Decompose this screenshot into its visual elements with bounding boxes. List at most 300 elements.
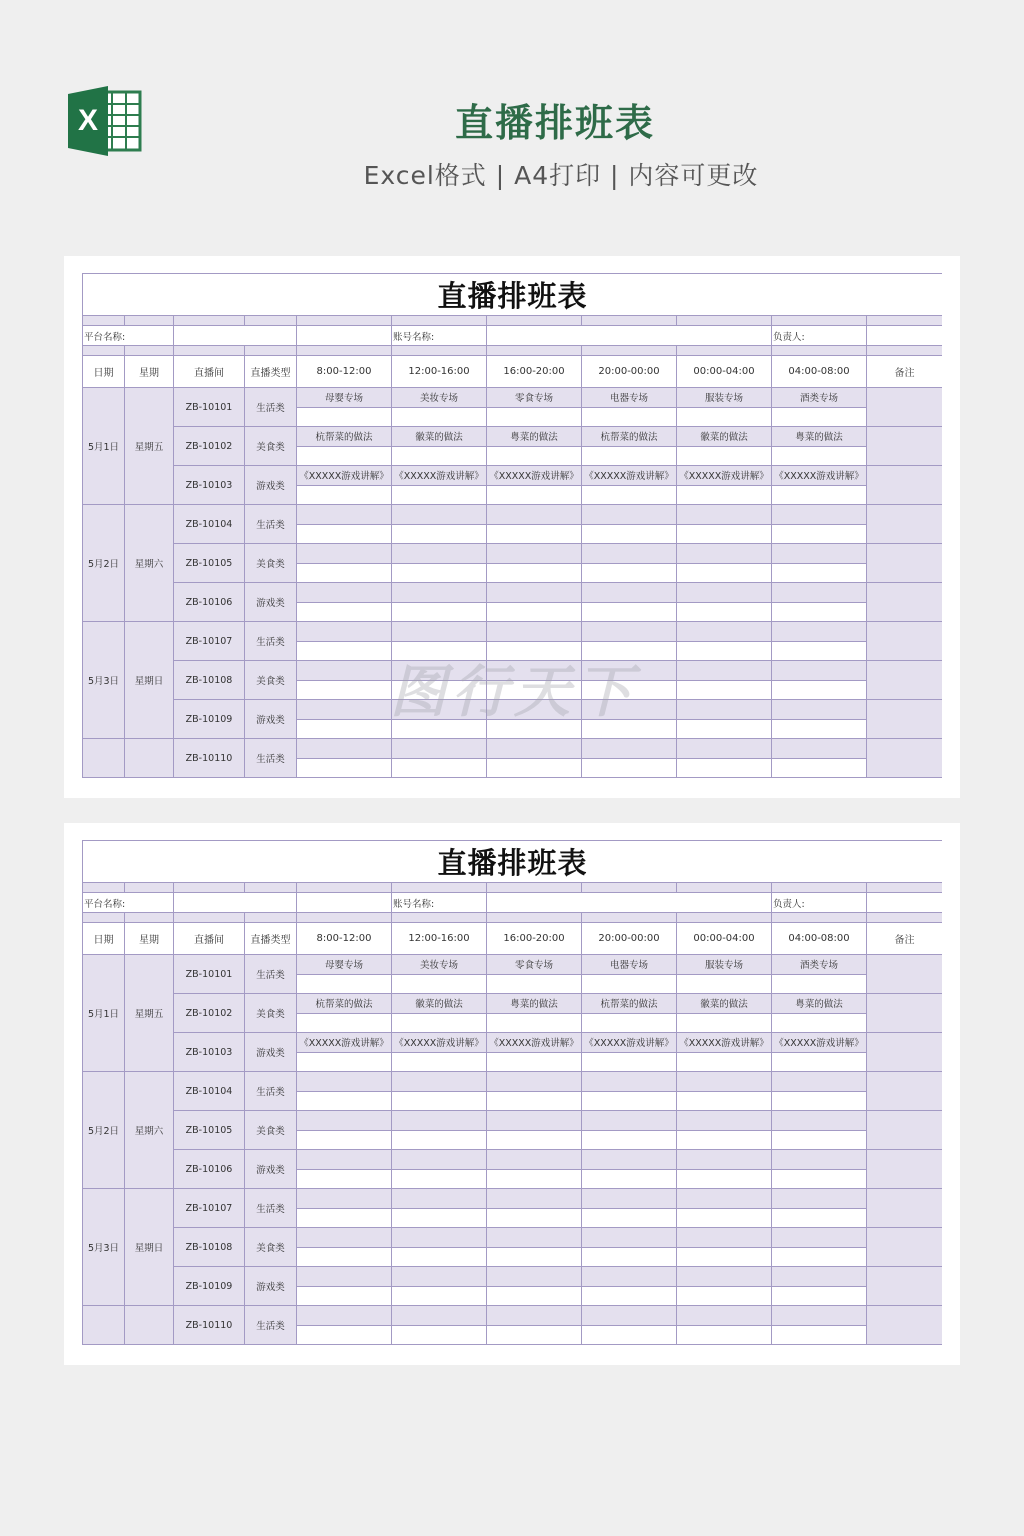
slot-cell[interactable] (297, 1208, 392, 1228)
slot-cell[interactable]: 母婴专场 (297, 955, 392, 975)
slot-cell[interactable] (487, 641, 582, 661)
remark-cell[interactable] (867, 466, 943, 505)
slot-cell[interactable] (392, 524, 487, 544)
owner-input[interactable] (867, 326, 943, 346)
slot-cell[interactable] (392, 1208, 487, 1228)
table-row (83, 1228, 943, 1248)
column-header: 12:00-16:00 (392, 356, 487, 388)
slot-cell[interactable] (392, 583, 487, 603)
remark-cell[interactable] (867, 505, 943, 544)
slot-cell[interactable] (297, 446, 392, 466)
slot-cell[interactable] (772, 1306, 867, 1326)
room-type-cell: 生活类 (245, 1072, 297, 1111)
slot-cell[interactable]: 电器专场 (582, 955, 677, 975)
slot-cell[interactable] (677, 680, 772, 700)
slot-cell[interactable] (772, 622, 867, 642)
slot-cell[interactable] (772, 739, 867, 759)
slot-cell[interactable]: 杭帮菜的做法 (297, 427, 392, 447)
remark-cell[interactable] (867, 1189, 943, 1228)
slot-cell[interactable]: 粤菜的做法 (772, 994, 867, 1014)
slot-cell[interactable] (487, 1325, 582, 1345)
slot-cell[interactable] (677, 641, 772, 661)
slot-cell[interactable] (487, 1189, 582, 1209)
slot-cell[interactable] (297, 680, 392, 700)
room-type-cell: 生活类 (245, 622, 297, 661)
slot-cell[interactable] (677, 1169, 772, 1189)
slot-cell[interactable] (392, 1150, 487, 1170)
platform-input[interactable] (174, 326, 297, 346)
room-type-cell: 游戏类 (245, 1267, 297, 1306)
slot-cell[interactable] (582, 524, 677, 544)
slot-cell[interactable] (487, 1052, 582, 1072)
slot-cell[interactable] (772, 1130, 867, 1150)
slot-cell[interactable] (772, 1208, 867, 1228)
slot-cell[interactable] (297, 407, 392, 427)
slot-cell[interactable]: 《XXXXX游戏讲解》 (677, 466, 772, 486)
slot-cell[interactable] (487, 1013, 582, 1033)
slot-cell[interactable]: 酒类专场 (772, 388, 867, 408)
slot-cell[interactable] (297, 485, 392, 505)
slot-cell[interactable] (297, 1306, 392, 1326)
slot-cell[interactable] (582, 1169, 677, 1189)
slot-cell[interactable] (297, 1189, 392, 1209)
slot-cell[interactable] (582, 1267, 677, 1287)
slot-cell[interactable] (297, 1325, 392, 1345)
slot-cell[interactable] (487, 1306, 582, 1326)
slot-cell[interactable]: 徽菜的做法 (392, 427, 487, 447)
table-row (83, 955, 943, 975)
slot-cell[interactable] (677, 563, 772, 583)
sheet-title: 直播排班表 (83, 274, 943, 316)
slot-cell[interactable] (487, 583, 582, 603)
slot-cell[interactable] (487, 602, 582, 622)
slot-cell[interactable]: 粤菜的做法 (772, 427, 867, 447)
slot-cell[interactable] (297, 524, 392, 544)
remark-cell[interactable] (867, 1306, 943, 1345)
slot-cell[interactable] (772, 446, 867, 466)
slot-cell[interactable] (487, 1091, 582, 1111)
slot-cell[interactable] (772, 563, 867, 583)
account-input[interactable] (487, 893, 772, 913)
remark-cell[interactable] (867, 1033, 943, 1072)
slot-cell[interactable] (772, 700, 867, 720)
slot-cell[interactable] (392, 719, 487, 739)
slot-cell[interactable] (582, 641, 677, 661)
slot-cell[interactable] (582, 544, 677, 564)
remark-cell[interactable] (867, 544, 943, 583)
slot-cell[interactable]: 《XXXXX游戏讲解》 (677, 1033, 772, 1053)
room-id-cell: ZB-10104 (174, 1072, 245, 1111)
slot-cell[interactable] (392, 1228, 487, 1248)
slot-cell[interactable] (487, 505, 582, 525)
slot-cell[interactable] (297, 1052, 392, 1072)
slot-cell[interactable] (582, 1111, 677, 1131)
slot-cell[interactable] (582, 1130, 677, 1150)
column-header: 直播类型 (245, 923, 297, 955)
slot-cell[interactable]: 《XXXXX游戏讲解》 (297, 1033, 392, 1053)
slot-cell[interactable] (772, 1286, 867, 1306)
slot-cell[interactable]: 粤菜的做法 (487, 994, 582, 1014)
slot-cell[interactable] (582, 1150, 677, 1170)
slot-cell[interactable] (582, 1052, 677, 1072)
slot-cell[interactable] (772, 1150, 867, 1170)
table-row (83, 466, 943, 486)
slot-cell[interactable] (297, 1072, 392, 1092)
slot-cell[interactable] (392, 1013, 487, 1033)
slot-cell[interactable] (297, 700, 392, 720)
slot-cell[interactable] (677, 1247, 772, 1267)
slot-cell[interactable] (392, 974, 487, 994)
slot-cell[interactable] (487, 1228, 582, 1248)
slot-cell[interactable]: 《XXXXX游戏讲解》 (487, 466, 582, 486)
slot-cell[interactable] (772, 1091, 867, 1111)
room-type-cell: 生活类 (245, 955, 297, 994)
slot-cell[interactable] (487, 974, 582, 994)
slot-cell[interactable] (487, 1267, 582, 1287)
slot-cell[interactable]: 徽菜的做法 (677, 427, 772, 447)
slot-cell[interactable] (677, 1052, 772, 1072)
slot-cell[interactable] (677, 544, 772, 564)
slot-cell[interactable] (487, 680, 582, 700)
slot-cell[interactable] (772, 680, 867, 700)
slot-cell[interactable] (487, 622, 582, 642)
slot-cell[interactable]: 《XXXXX游戏讲解》 (487, 1033, 582, 1053)
slot-cell[interactable] (392, 1130, 487, 1150)
slot-cell[interactable] (772, 583, 867, 603)
slot-cell[interactable] (392, 739, 487, 759)
slot-cell[interactable] (772, 1013, 867, 1033)
column-header: 00:00-04:00 (677, 923, 772, 955)
slot-cell[interactable] (392, 1072, 487, 1092)
slot-cell[interactable] (487, 700, 582, 720)
slot-cell[interactable] (297, 1150, 392, 1170)
slot-cell[interactable] (392, 1189, 487, 1209)
slot-cell[interactable] (677, 1111, 772, 1131)
slot-cell[interactable] (772, 1267, 867, 1287)
slot-cell[interactable] (582, 661, 677, 681)
slot-cell[interactable] (392, 622, 487, 642)
slot-cell[interactable] (487, 1150, 582, 1170)
room-id-cell: ZB-10108 (174, 1228, 245, 1267)
table-row (83, 427, 943, 447)
slot-cell[interactable] (772, 1169, 867, 1189)
slot-cell[interactable] (582, 739, 677, 759)
slot-cell[interactable] (677, 661, 772, 681)
slot-cell[interactable] (297, 622, 392, 642)
slot-cell[interactable] (772, 505, 867, 525)
slot-cell[interactable] (392, 1267, 487, 1287)
remark-cell[interactable] (867, 1150, 943, 1189)
slot-cell[interactable] (582, 1208, 677, 1228)
slot-cell[interactable] (677, 700, 772, 720)
slot-cell[interactable] (297, 544, 392, 564)
remark-cell[interactable] (867, 1228, 943, 1267)
room-type-cell: 生活类 (245, 1189, 297, 1228)
slot-cell[interactable] (487, 544, 582, 564)
slot-cell[interactable] (487, 524, 582, 544)
remark-cell[interactable] (867, 1072, 943, 1111)
slot-cell[interactable] (392, 1111, 487, 1131)
slot-cell[interactable] (487, 1111, 582, 1131)
slot-cell[interactable]: 《XXXXX游戏讲解》 (582, 1033, 677, 1053)
slot-cell[interactable] (582, 1091, 677, 1111)
slot-cell[interactable] (772, 1247, 867, 1267)
column-header: 备注 (867, 356, 943, 388)
platform-input[interactable] (174, 893, 297, 913)
slot-cell[interactable] (392, 602, 487, 622)
slot-cell[interactable] (677, 1130, 772, 1150)
slot-cell[interactable] (677, 1013, 772, 1033)
slot-cell[interactable] (297, 505, 392, 525)
slot-cell[interactable] (297, 719, 392, 739)
slot-cell[interactable] (487, 1072, 582, 1092)
slot-cell[interactable] (487, 1130, 582, 1150)
slot-cell[interactable] (772, 974, 867, 994)
slot-cell[interactable] (487, 485, 582, 505)
slot-cell[interactable]: 《XXXXX游戏讲解》 (392, 1033, 487, 1053)
slot-cell[interactable] (772, 485, 867, 505)
account-input[interactable] (487, 326, 772, 346)
slot-cell[interactable] (677, 505, 772, 525)
slot-cell[interactable] (582, 1013, 677, 1033)
slot-cell[interactable] (677, 739, 772, 759)
slot-cell[interactable] (392, 1286, 487, 1306)
remark-cell[interactable] (867, 955, 943, 994)
slot-cell[interactable] (677, 1189, 772, 1209)
slot-cell[interactable]: 酒类专场 (772, 955, 867, 975)
date-cell (83, 1306, 125, 1345)
slot-cell[interactable] (772, 1228, 867, 1248)
slot-cell[interactable] (677, 1208, 772, 1228)
slot-cell[interactable] (582, 719, 677, 739)
slot-cell[interactable] (772, 661, 867, 681)
slot-cell[interactable] (487, 563, 582, 583)
slot-cell[interactable] (582, 758, 677, 778)
slot-cell[interactable] (582, 485, 677, 505)
sheet-title: 直播排班表 (83, 841, 943, 883)
platform-input-extra[interactable] (297, 893, 392, 913)
slot-cell[interactable]: 杭帮菜的做法 (582, 427, 677, 447)
slot-cell[interactable]: 母婴专场 (297, 388, 392, 408)
slot-cell[interactable] (487, 1247, 582, 1267)
watermark: 图行天下 (390, 659, 638, 725)
slot-cell[interactable] (297, 1169, 392, 1189)
slot-cell[interactable] (487, 446, 582, 466)
slot-cell[interactable] (297, 1247, 392, 1267)
slot-cell[interactable]: 粤菜的做法 (487, 427, 582, 447)
table-row (83, 1150, 943, 1170)
slot-cell[interactable] (677, 485, 772, 505)
slot-cell[interactable] (677, 1150, 772, 1170)
date-cell: 5月1日 (83, 388, 125, 505)
slot-cell[interactable]: 《XXXXX游戏讲解》 (297, 466, 392, 486)
slot-cell[interactable] (582, 563, 677, 583)
slot-cell[interactable] (582, 1189, 677, 1209)
room-id-cell: ZB-10108 (174, 661, 245, 700)
table-row (83, 544, 943, 564)
slot-cell[interactable]: 徽菜的做法 (392, 994, 487, 1014)
slot-cell[interactable] (297, 602, 392, 622)
slot-cell[interactable] (297, 661, 392, 681)
slot-cell[interactable] (392, 1169, 487, 1189)
platform-input-extra[interactable] (297, 326, 392, 346)
room-id-cell: ZB-10101 (174, 955, 245, 994)
slot-cell[interactable] (487, 661, 582, 681)
slot-cell[interactable] (772, 758, 867, 778)
slot-cell[interactable] (392, 1325, 487, 1345)
slot-cell[interactable]: 《XXXXX游戏讲解》 (582, 466, 677, 486)
slot-cell[interactable]: 服装专场 (677, 388, 772, 408)
slot-cell[interactable] (487, 1286, 582, 1306)
slot-cell[interactable]: 《XXXXX游戏讲解》 (772, 1033, 867, 1053)
remark-cell[interactable] (867, 583, 943, 622)
slot-cell[interactable] (677, 602, 772, 622)
slot-cell[interactable] (297, 1111, 392, 1131)
remark-cell[interactable] (867, 994, 943, 1033)
slot-cell[interactable] (582, 1228, 677, 1248)
slot-cell[interactable] (772, 1325, 867, 1345)
room-type-cell: 美食类 (245, 544, 297, 583)
slot-cell[interactable] (582, 1247, 677, 1267)
slot-cell[interactable] (392, 661, 487, 681)
slot-cell[interactable] (582, 505, 677, 525)
slot-cell[interactable] (677, 1072, 772, 1092)
slot-cell[interactable] (677, 1091, 772, 1111)
slot-cell[interactable] (297, 563, 392, 583)
slot-cell[interactable] (677, 1306, 772, 1326)
slot-cell[interactable] (392, 641, 487, 661)
slot-cell[interactable] (677, 1267, 772, 1287)
slot-cell[interactable] (297, 1130, 392, 1150)
slot-cell[interactable] (392, 1247, 487, 1267)
slot-cell[interactable] (582, 407, 677, 427)
slot-cell[interactable]: 《XXXXX游戏讲解》 (772, 466, 867, 486)
slot-cell[interactable]: 零食专场 (487, 955, 582, 975)
slot-cell[interactable] (392, 680, 487, 700)
slot-cell[interactable]: 电器专场 (582, 388, 677, 408)
slot-cell[interactable] (772, 719, 867, 739)
column-header: 星期 (125, 356, 174, 388)
room-id-cell: ZB-10104 (174, 505, 245, 544)
remark-cell[interactable] (867, 427, 943, 466)
slot-cell[interactable] (297, 739, 392, 759)
date-cell: 5月3日 (83, 1189, 125, 1306)
slot-cell[interactable]: 杭帮菜的做法 (297, 994, 392, 1014)
slot-cell[interactable] (487, 1208, 582, 1228)
slot-cell[interactable] (392, 407, 487, 427)
slot-cell[interactable] (582, 446, 677, 466)
slot-cell[interactable] (677, 407, 772, 427)
slot-cell[interactable] (487, 758, 582, 778)
slot-cell[interactable] (677, 1286, 772, 1306)
slot-cell[interactable] (582, 1072, 677, 1092)
remark-cell[interactable] (867, 739, 943, 778)
slot-cell[interactable] (487, 1169, 582, 1189)
sheet-container (82, 840, 942, 1348)
remark-cell[interactable] (867, 622, 943, 661)
slot-cell[interactable] (297, 1286, 392, 1306)
remark-cell[interactable] (867, 1267, 943, 1306)
slot-cell[interactable] (582, 622, 677, 642)
slot-cell[interactable] (772, 1072, 867, 1092)
slot-cell[interactable] (772, 1189, 867, 1209)
remark-cell[interactable] (867, 700, 943, 739)
slot-cell[interactable] (677, 1228, 772, 1248)
slot-cell[interactable] (677, 446, 772, 466)
slot-cell[interactable] (297, 1013, 392, 1033)
account-label: 账号名称: (392, 893, 487, 913)
slot-cell[interactable] (392, 505, 487, 525)
slot-cell[interactable] (297, 583, 392, 603)
slot-cell[interactable] (297, 1091, 392, 1111)
slot-cell[interactable] (392, 544, 487, 564)
slot-cell[interactable] (487, 407, 582, 427)
room-type-cell: 美食类 (245, 427, 297, 466)
slot-cell[interactable]: 《XXXXX游戏讲解》 (392, 466, 487, 486)
slot-cell[interactable] (677, 758, 772, 778)
slot-cell[interactable] (582, 680, 677, 700)
slot-cell[interactable]: 徽菜的做法 (677, 994, 772, 1014)
slot-cell[interactable] (297, 1267, 392, 1287)
slot-cell[interactable]: 服装专场 (677, 955, 772, 975)
slot-cell[interactable] (392, 1052, 487, 1072)
slot-cell[interactable]: 美妆专场 (392, 388, 487, 408)
slot-cell[interactable] (582, 974, 677, 994)
remark-cell[interactable] (867, 388, 943, 427)
slot-cell[interactable] (582, 1286, 677, 1306)
slot-cell[interactable] (487, 719, 582, 739)
slot-cell[interactable] (677, 524, 772, 544)
slot-cell[interactable] (392, 485, 487, 505)
remark-cell[interactable] (867, 1111, 943, 1150)
slot-cell[interactable] (772, 524, 867, 544)
slot-cell[interactable] (772, 407, 867, 427)
slot-cell[interactable] (677, 583, 772, 603)
slot-cell[interactable] (297, 974, 392, 994)
slot-cell[interactable]: 杭帮菜的做法 (582, 994, 677, 1014)
slot-cell[interactable] (582, 583, 677, 603)
slot-cell[interactable] (677, 974, 772, 994)
slot-cell[interactable] (582, 602, 677, 622)
slot-cell[interactable] (392, 758, 487, 778)
slot-cell[interactable] (772, 602, 867, 622)
slot-cell[interactable] (297, 758, 392, 778)
remark-cell[interactable] (867, 661, 943, 700)
column-header: 8:00-12:00 (297, 923, 392, 955)
slot-cell[interactable] (677, 622, 772, 642)
slot-cell[interactable] (772, 544, 867, 564)
slot-cell[interactable]: 零食专场 (487, 388, 582, 408)
slot-cell[interactable] (772, 641, 867, 661)
slot-cell[interactable] (392, 563, 487, 583)
owner-input[interactable] (867, 893, 943, 913)
slot-cell[interactable] (677, 1325, 772, 1345)
slot-cell[interactable] (582, 1306, 677, 1326)
slot-cell[interactable] (392, 446, 487, 466)
slot-cell[interactable] (392, 700, 487, 720)
slot-cell[interactable] (772, 1052, 867, 1072)
slot-cell[interactable]: 美妆专场 (392, 955, 487, 975)
slot-cell[interactable] (677, 719, 772, 739)
slot-cell[interactable] (392, 1306, 487, 1326)
slot-cell[interactable] (772, 1111, 867, 1131)
slot-cell[interactable] (297, 1228, 392, 1248)
slot-cell[interactable] (487, 739, 582, 759)
slot-cell[interactable] (582, 700, 677, 720)
slot-cell[interactable] (582, 1325, 677, 1345)
slot-cell[interactable] (392, 1091, 487, 1111)
slot-cell[interactable] (297, 641, 392, 661)
